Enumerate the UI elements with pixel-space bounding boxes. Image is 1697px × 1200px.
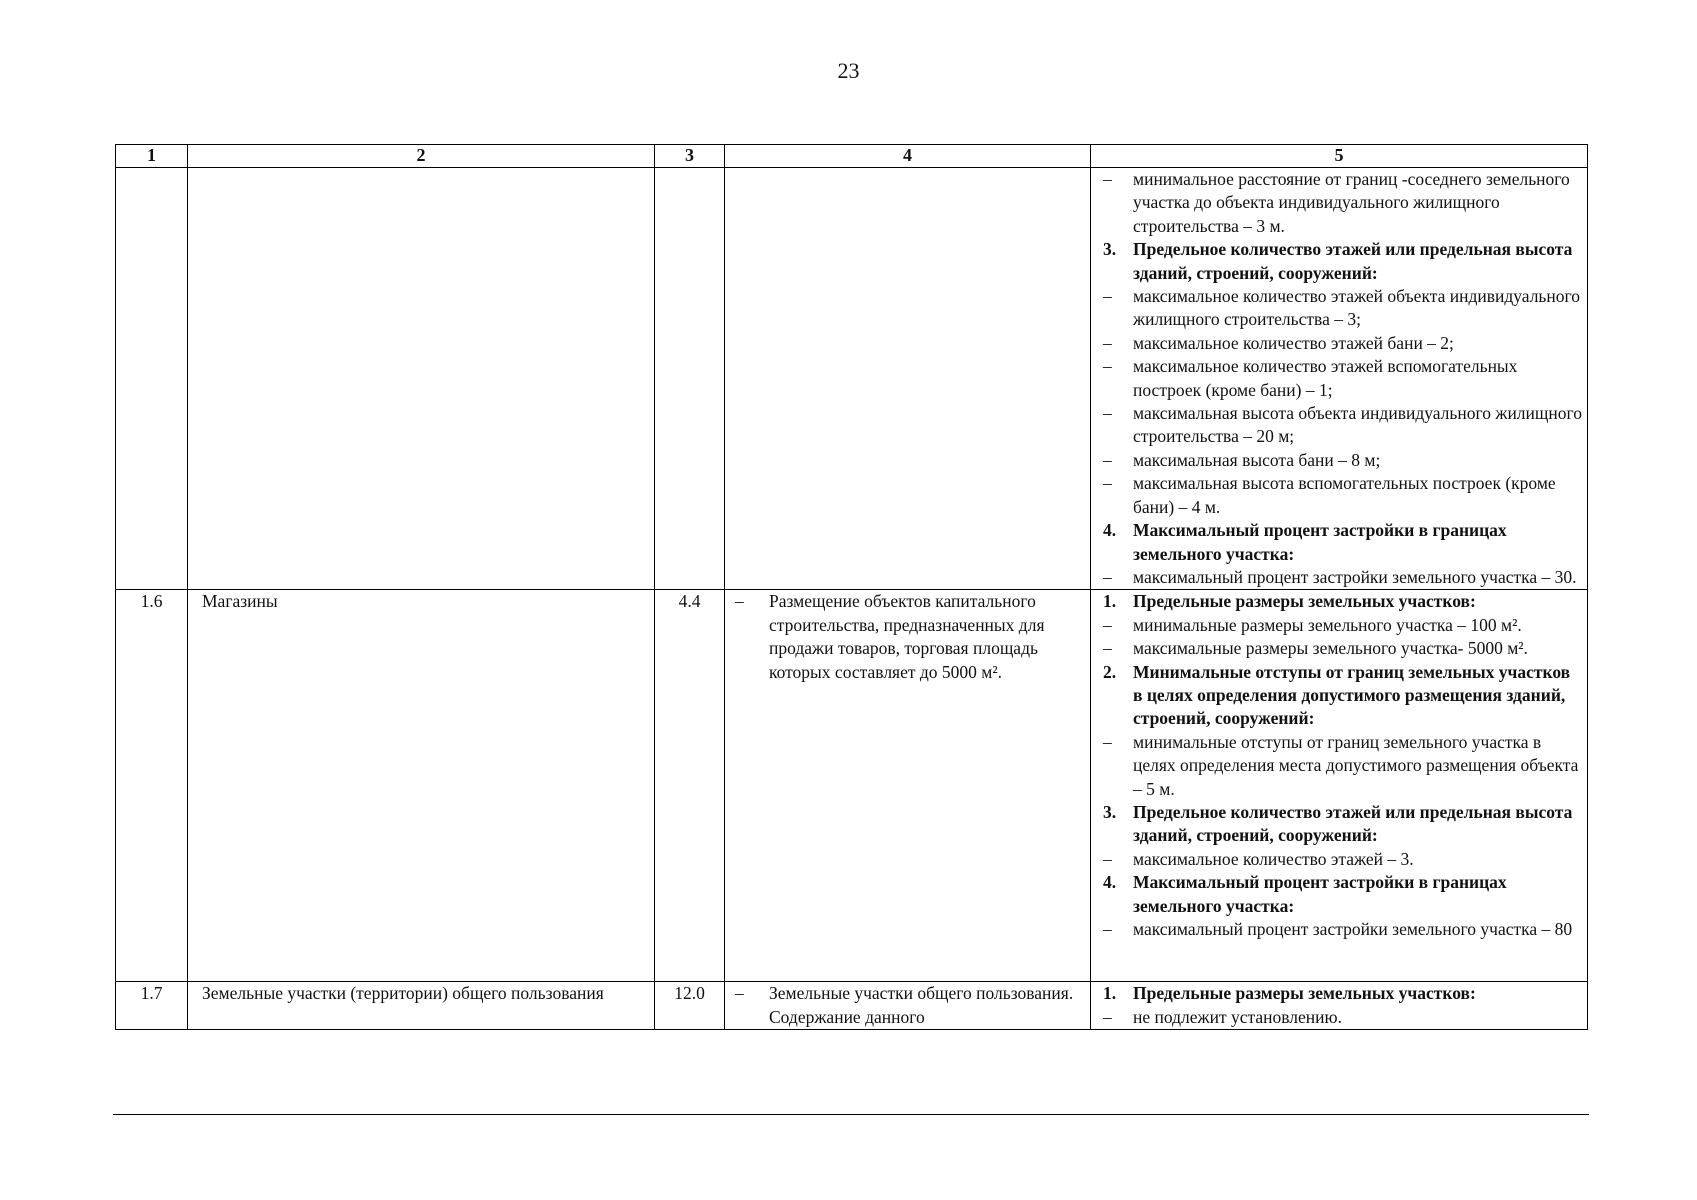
requirement-item xyxy=(1103,731,1583,801)
requirement-heading xyxy=(1103,801,1583,848)
requirement-heading xyxy=(1103,871,1583,918)
row-requirements xyxy=(1091,590,1588,982)
table-row xyxy=(116,982,1588,1030)
list-marker: – xyxy=(1103,286,1112,307)
requirement-item xyxy=(1103,449,1583,472)
requirement-heading xyxy=(1103,661,1583,731)
header-col-2: 2 xyxy=(188,145,655,168)
list-marker: – xyxy=(1103,449,1112,470)
requirement-text: максимальное количество этажей бани – 2; xyxy=(1133,332,1454,353)
list-marker: – xyxy=(1103,919,1112,939)
requirement-item xyxy=(1103,1006,1583,1029)
header-col-4: 4 xyxy=(725,145,1091,168)
row-requirements xyxy=(1091,168,1588,590)
requirement-item xyxy=(1103,614,1583,637)
list-marker: 1. xyxy=(1103,591,1117,612)
list-marker: – xyxy=(1103,169,1112,189)
list-marker: 3. xyxy=(1103,801,1117,822)
list-marker: – xyxy=(1103,638,1112,659)
requirement-heading xyxy=(1103,590,1583,613)
requirement-heading xyxy=(1103,982,1583,1005)
requirement-text: максимальное количество этажей вспомогательных построек (кроме бани) – 1; xyxy=(1133,356,1518,400)
list-marker: – xyxy=(1103,332,1112,353)
list-marker: 1. xyxy=(1103,983,1117,1004)
row-requirements xyxy=(1091,982,1588,1030)
list-marker: – xyxy=(735,591,744,612)
requirement-item xyxy=(1103,402,1583,449)
list-marker: – xyxy=(1103,356,1112,377)
requirement-text: минимальные отступы от границ земельного участка в целях определения места допустимого размещения объекта – 5 м. xyxy=(1133,731,1579,799)
requirement-item xyxy=(1103,472,1583,519)
list-marker: – xyxy=(1103,614,1112,635)
requirement-item xyxy=(1103,332,1583,355)
bottom-rule xyxy=(113,1114,1589,1115)
requirement-text: максимальная высота бани – 8 м; xyxy=(1133,449,1381,470)
row-number: 1.7 xyxy=(116,982,188,1030)
requirement-item xyxy=(1103,848,1583,871)
list-marker: 3. xyxy=(1103,239,1117,260)
requirement-text: Предельные размеры земельных участков: xyxy=(1133,983,1476,1004)
requirement-text: максимальное количество этажей – 3. xyxy=(1133,848,1414,869)
header-row xyxy=(116,145,1588,168)
header-col-3: 3 xyxy=(655,145,725,168)
requirement-item xyxy=(1103,566,1583,589)
requirement-heading xyxy=(1103,238,1583,285)
list-marker: – xyxy=(735,983,744,1004)
requirement-text: максимальный процент застройки земельного участка – 30. xyxy=(1133,566,1577,587)
list-marker: 4. xyxy=(1103,872,1117,893)
requirement-heading xyxy=(1103,519,1583,566)
list-marker: – xyxy=(1103,731,1112,752)
requirement-text: не подлежит установлению. xyxy=(1133,1006,1342,1027)
requirement-text: максимальная высота объекта индивидуального жилищного строительства – 20 м; xyxy=(1133,403,1582,447)
page-number: 23 xyxy=(837,58,860,83)
row-number: 1.6 xyxy=(116,590,188,982)
row-number xyxy=(116,168,188,590)
list-marker: – xyxy=(1103,848,1112,869)
requirement-item xyxy=(1103,355,1583,402)
requirement-text: максимальные размеры земельного участка- 5000 м². xyxy=(1133,638,1528,659)
list-marker: – xyxy=(1103,473,1112,494)
requirement-item xyxy=(1103,168,1583,238)
requirement-item xyxy=(1103,285,1583,332)
description-item xyxy=(735,982,1084,1029)
requirement-text: Предельные размеры земельных участков: xyxy=(1133,591,1476,612)
list-marker: 2. xyxy=(1103,661,1117,682)
header-col-5: 5 xyxy=(1091,145,1588,168)
list-marker: 4. xyxy=(1103,520,1117,541)
requirement-text: минимальное расстояние от границ -соседнего земельного участка до объекта индивидуального жилищного строительства – 3 м. xyxy=(1133,169,1570,236)
table-row xyxy=(116,168,1588,590)
description-text: Размещение объектов капитального строительства, предназначенных для продажи товаров, торговая площадь которых составляет до 5000 м². xyxy=(769,591,1045,682)
row-code: 12.0 xyxy=(655,982,725,1030)
list-marker: – xyxy=(1103,403,1112,424)
header-col-1: 1 xyxy=(116,145,188,168)
row-description xyxy=(725,590,1091,982)
row-description xyxy=(725,982,1091,1030)
row-code xyxy=(655,168,725,590)
row-code: 4.4 xyxy=(655,590,725,982)
requirement-text: Максимальный процент застройки в границах земельного участка: xyxy=(1133,872,1507,916)
row-name xyxy=(188,168,655,590)
requirement-item xyxy=(1103,918,1583,941)
land-use-table xyxy=(115,144,1588,1030)
requirement-text: максимальная высота вспомогательных построек (кроме бани) – 4 м. xyxy=(1133,473,1556,517)
requirement-text: Предельное количество этажей или предельная высота зданий, строений, сооружений: xyxy=(1133,239,1573,283)
row-name: Магазины xyxy=(188,590,655,982)
requirement-text: максимальное количество этажей объекта индивидуального жилищного строительства – 3; xyxy=(1133,286,1581,330)
requirement-item xyxy=(1103,637,1583,660)
row-description xyxy=(725,168,1091,590)
description-item xyxy=(735,590,1084,684)
requirement-text: минимальные размеры земельного участка – 100 м². xyxy=(1133,614,1522,635)
list-marker: – xyxy=(1103,1006,1112,1027)
requirement-text: Максимальный процент застройки в границах земельного участка: xyxy=(1133,520,1507,564)
table-row xyxy=(116,590,1588,982)
list-marker: – xyxy=(1103,566,1112,587)
requirement-text: Минимальные отступы от границ земельных участков в целях определения допустимого размещения зданий, строений, сооружений: xyxy=(1133,661,1571,729)
requirement-text: максимальный процент застройки земельного участка – 80 xyxy=(1133,919,1573,939)
description-text: Земельные участки общего пользования. Содержание данного xyxy=(769,983,1074,1027)
row-name: Земельные участки (территории) общего пользования xyxy=(188,982,655,1030)
requirement-text: Предельное количество этажей или предельная высота зданий, строений, сооружений: xyxy=(1133,801,1573,846)
